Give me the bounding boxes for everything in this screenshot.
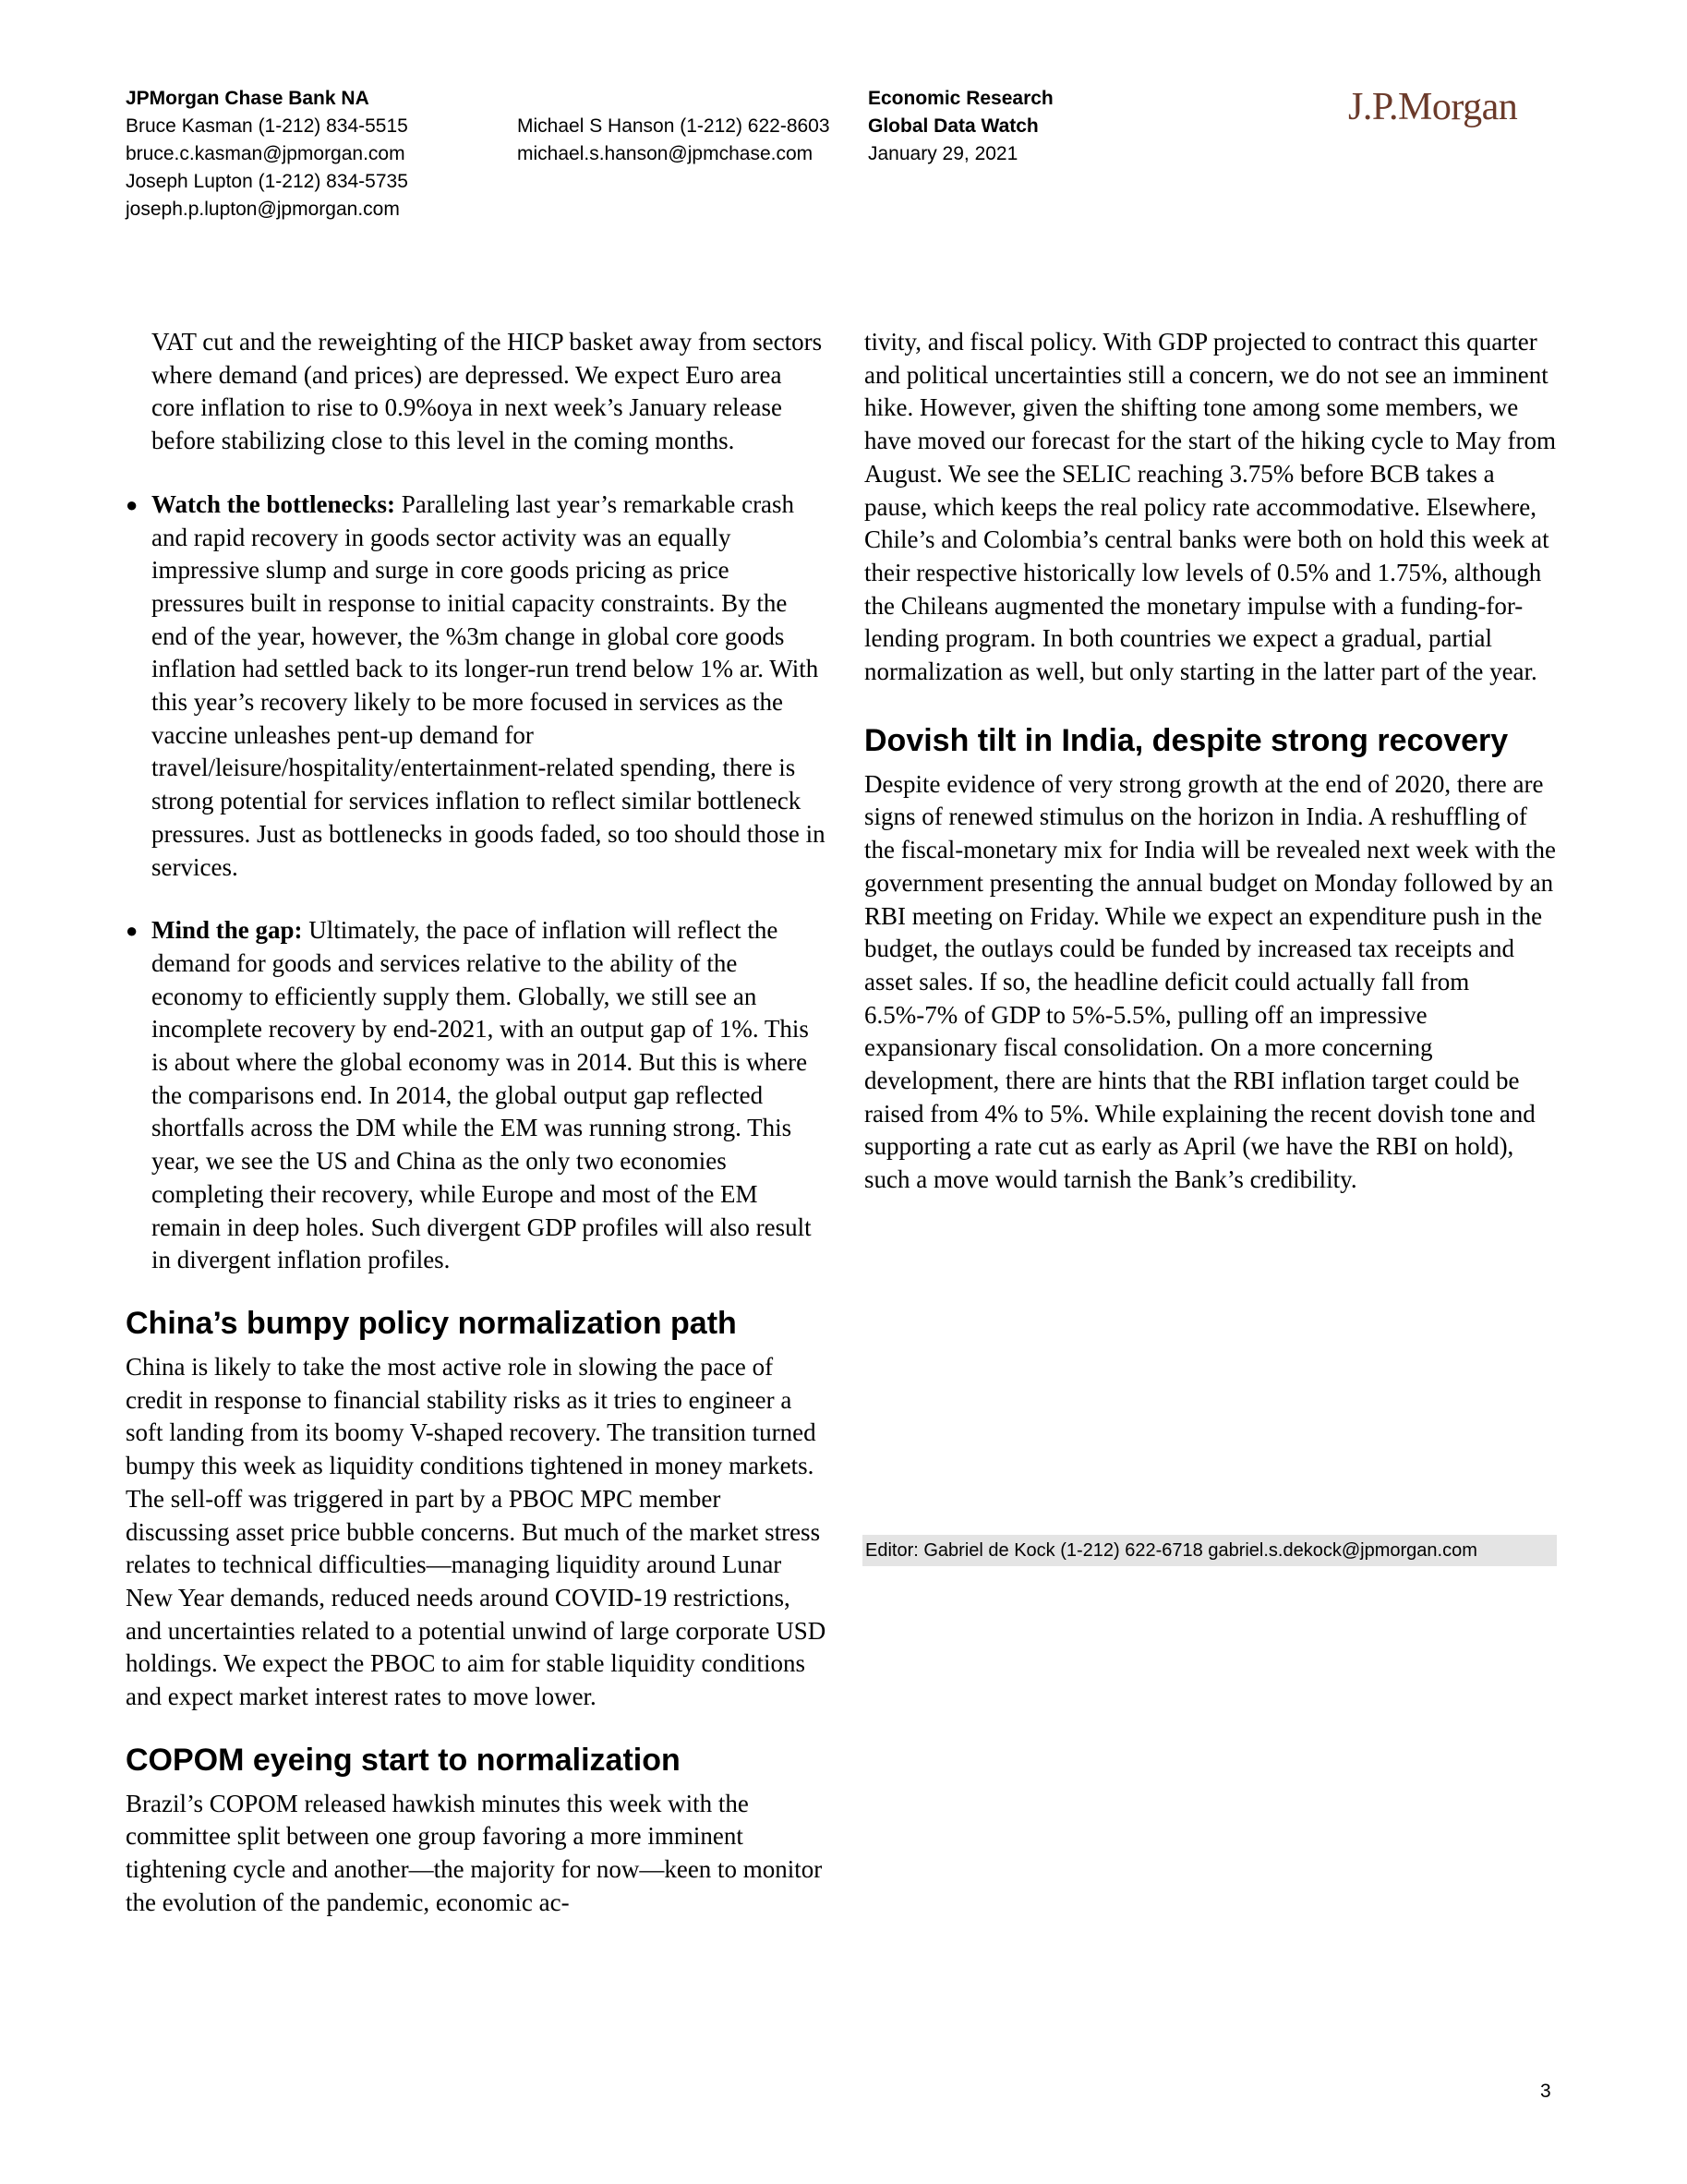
- right-column: [864, 326, 1561, 1197]
- header-authors-middle: [517, 113, 830, 168]
- bullet-bottlenecks-lead: Watch the bottlenecks:: [151, 489, 395, 518]
- india-paragraph: Despite evidence of very strong growth at the end of 2020, there are signs of renewed stimulus on the horizon in India. A reshuffling of the fiscal-monetary mix for India will be revealed next week with the government presenting the annual budget on Monday followed by an RBI meeting on Friday. While we expect an expenditure push in the budget, the outlays could be funded by increased tax receipts and asset sales. If so, the headline deficit could actually fall from 6.5%-7% of GDP to 5%-5.5%, pulling off an impressive expansionary fiscal consolidation. On a more concerning development, there are hints that the RBI inflation target could be raised from 4% to 5%. While explaining the recent dovish tone and supporting a rate cut as early as April (we have the RBI on hold), such a move would tarnish the Bank’s credibility.: [864, 769, 1556, 1194]
- publication-title: Global Data Watch: [868, 115, 1039, 137]
- intro-paragraph: VAT cut and the reweighting of the HICP basket away from sectors where demand (and prices) are depressed. We expect Euro area core inflation to rise to 0.9%oya in next week’s January release before stabilizing close to this level in the coming months.: [151, 328, 823, 455]
- copom-heading: COPOM eyeing start to normalization: [126, 1742, 681, 1778]
- india-heading: Dovish tilt in India, despite strong recovery: [864, 722, 1509, 758]
- bullet-gap-lead: Mind the gap:: [151, 916, 303, 945]
- bullet-gap-text: Ultimately, the pace of inflation will reflect the demand for goods and services relative to the ability of the economy to efficiently supply them. Globally, we still see an incomplete recovery by end-2021, with an output gap of 1%. This is about where the global economy was in 2014. But this is where the comparisons end. In 2014, the global output gap reflected shortfalls across the DM while the EM was running strong. This year, we see the US and China as the only two economies completing their recovery, while Europe and most of the EM remain in deep holes. Such divergent GDP profiles will also result in divergent inflation profiles.: [151, 916, 812, 1274]
- jpmorgan-logo: J.P.Morgan: [1348, 86, 1518, 128]
- bullet-bottlenecks: [126, 489, 827, 884]
- copom-continuation: tivity, and fiscal policy. With GDP projected to contract this quarter and political uncertainties still a concern, we do not see an imminent hike. However, given the shifting tone among some members, we have moved our forecast for the start of the hiking cycle to May from August. We see the SELIC reaching 3.75% before BCB takes a pause, which keeps the real policy rate accommodative. Elsewhere, Chile’s and Colombia’s central banks were both on hold this week at their respective historically low levels of 0.5% and 1.75%, although the Chileans augmented the monetary impulse with a funding-for-lending program. In both countries we expect a gradual, partial normalization as well, but only starting in the latter part of the year.: [864, 328, 1556, 686]
- publication-date: January 29, 2021: [868, 143, 1018, 164]
- bullet-bottlenecks-text: Paralleling last year’s remarkable crash and rapid recovery in goods sector activity was an equally impressive slump and surge in core goods pricing as price pressures built in response to initial capacity constraints. By the end of the year, however, the %3m change in global core goods inflation had settled back to its longer-run trend below 1% ar. With this year’s recovery likely to be more focused in services as the vaccine unleashes pent-up demand for travel/leisure/hospitality/entertainment-related spending, there is strong potential for services inflation to reflect similar bottleneck pressures. Just as bottlenecks in goods faded, so too should those in services.: [151, 489, 825, 881]
- page-number: 3: [1540, 2081, 1551, 2102]
- editor-credit-bar: Editor: Gabriel de Kock (1-212) 622-6718 gabriel.s.dekock@jpmorgan.com: [862, 1535, 1557, 1566]
- bullet-icon: ●: [126, 919, 139, 943]
- china-heading: China’s bumpy policy normalization path: [126, 1305, 737, 1341]
- header-authors-left: [126, 85, 408, 223]
- china-paragraph: China is likely to take the most active role in slowing the pace of credit in response to financial stability risks as it tries to engineer a soft landing from its boomy V-shaped recovery. The transition turned bumpy this week as liquidity conditions tightened in money markets. The sell-off was triggered in part by a PBOC MPC member discussing asset price bubble concerns. But much of the market stress relates to technical difficulties—managing liquidity around Lunar New Year demands, reduced needs around COVID-19 restrictions, and uncertainties related to a potential unwind of large corporate USD holdings. We expect the PBOC to aim for stable liquidity conditions and expect market interest rates to move lower.: [126, 1352, 826, 1711]
- author-kasman-email[interactable]: bruce.c.kasman@jpmorgan.com: [126, 143, 405, 164]
- left-column: [126, 326, 827, 1920]
- author-lupton: Joseph Lupton (1-212) 834-5735: [126, 171, 408, 192]
- bank-name: JPMorgan Chase Bank NA: [126, 88, 369, 109]
- bullet-mind-the-gap: [126, 914, 827, 1277]
- bullet-icon: ●: [126, 492, 139, 516]
- author-kasman: Bruce Kasman (1-212) 834-5515: [126, 115, 408, 137]
- author-hanson: Michael S Hanson (1-212) 622-8603: [517, 115, 830, 137]
- header-publication-info: [868, 85, 1054, 168]
- author-hanson-email[interactable]: michael.s.hanson@jpmchase.com: [517, 143, 813, 164]
- author-lupton-email[interactable]: joseph.p.lupton@jpmorgan.com: [126, 199, 400, 220]
- department: Economic Research: [868, 88, 1054, 109]
- copom-paragraph: Brazil’s COPOM released hawkish minutes this week with the committee split between one group favoring a more imminent tightening cycle and another—the majority for now—keen to monitor the evolution of the pandemic, economic ac-: [126, 1789, 823, 1916]
